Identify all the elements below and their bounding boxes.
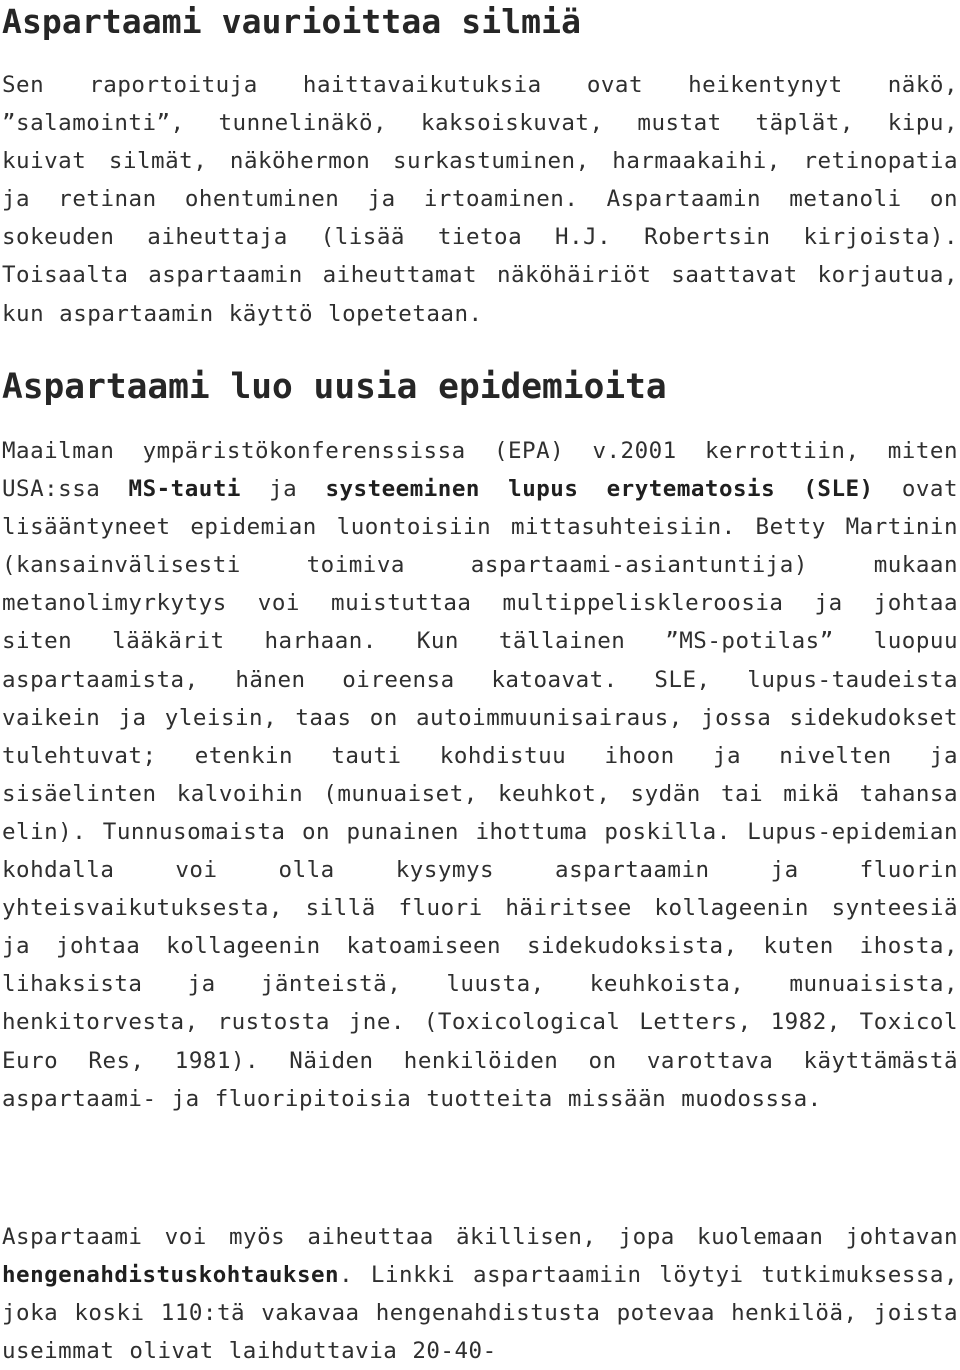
epidemics-text-3: ovat lisääntyneet epidemian luontoisiin mittasuhteisiin. Betty Martinin (kansainvälisesti toimiva aspartaami-asiantuntija) mukaan metanolimyrkytys voi muistuttaa multippeliskleroosia ja johtaa siten lääkärit harhaan. Kun tällainen ”MS-potilas” luopuu aspartaamista, hänen oireensa katoavat. SLE, lupus-taudeista vaikein ja yleisin, taas on autoimmuunisairaus, jossa sidekudokset tulehtuvat; etenkin tauti kohdistuu ihoon ja nivelten ja sisäelinten kalvoihin (munuaiset, keuhkot, sydän tai mikä tahansa elin). Tunnusomaista on punainen ihottuma poskilla. Lupus-epidemian kohdalla voi olla kysymys aspartaamin ja fluorin yhteisvaikutuksesta, sillä fluori häiritsee kollageenin synteesiä ja johtaa kollageenin katoamiseen sidekudoksista, kuten ihosta, lihaksista ja jänteistä, luusta, keuhkoista, munuaisista, henkitorvesta, rustosta jne. (Toxicological Letters, 1982, Toxicol Euro Res, 1981). Näiden henkilöiden on varottava käyttämästä aspartaami- ja fluoripitoisia tuotteita missään muodosssa. xyxy=(2,476,959,1112)
sle-bold: systeeminen lupus erytematosis (SLE) xyxy=(325,476,874,503)
epidemics-text-1: Maailman ympäristökonferenssissa (EPA) v.2001 kerrottiin, miten USA:ssa xyxy=(2,438,958,503)
heading-eye-damage: Aspartaami vaurioittaa silmiä xyxy=(2,2,582,41)
paragraph-eye-damage: Sen raportoituja haittavaikutuksia ovat heikentynyt näkö, ”salamointi”, tunnelinäkö, kaksoiskuvat, mustat täplät, kipu, kuivat silmät, näköhermon surkastuminen, harmaakaihi, retinopatia ja retinan ohentuminen ja irtoaminen. Aspartaamin metanoli on sokeuden aiheuttaja (lisää tietoa H.J. Robertsin kirjoista). Toisaalta aspartaamin aiheuttamat näköhäiriöt saattavat korjautua, kun aspartaamin käyttö lopetetaan. xyxy=(2,72,958,327)
breathing-attack-bold: hengenahdistuskohtauksen xyxy=(2,1262,340,1289)
breathing-text-2: . Linkki aspartaamiin löytyi tutkimuksessa, joka koski 110:tä vakavaa hengenahdistusta potevaa henkilöä, joista useimmat olivat laihduttavia 20-40- xyxy=(2,1262,958,1365)
breathing-text-1: Aspartaami voi myös aiheuttaa äkillisen, jopa kuolemaan johtavan xyxy=(2,1224,958,1250)
paragraph-epidemics xyxy=(2,432,958,1118)
ms-disease-bold: MS-tauti xyxy=(128,476,241,503)
paragraph-breathing xyxy=(2,1218,958,1370)
heading-new-epidemics: Aspartaami luo uusia epidemioita xyxy=(2,367,667,407)
epidemics-text-2: ja xyxy=(240,476,326,503)
